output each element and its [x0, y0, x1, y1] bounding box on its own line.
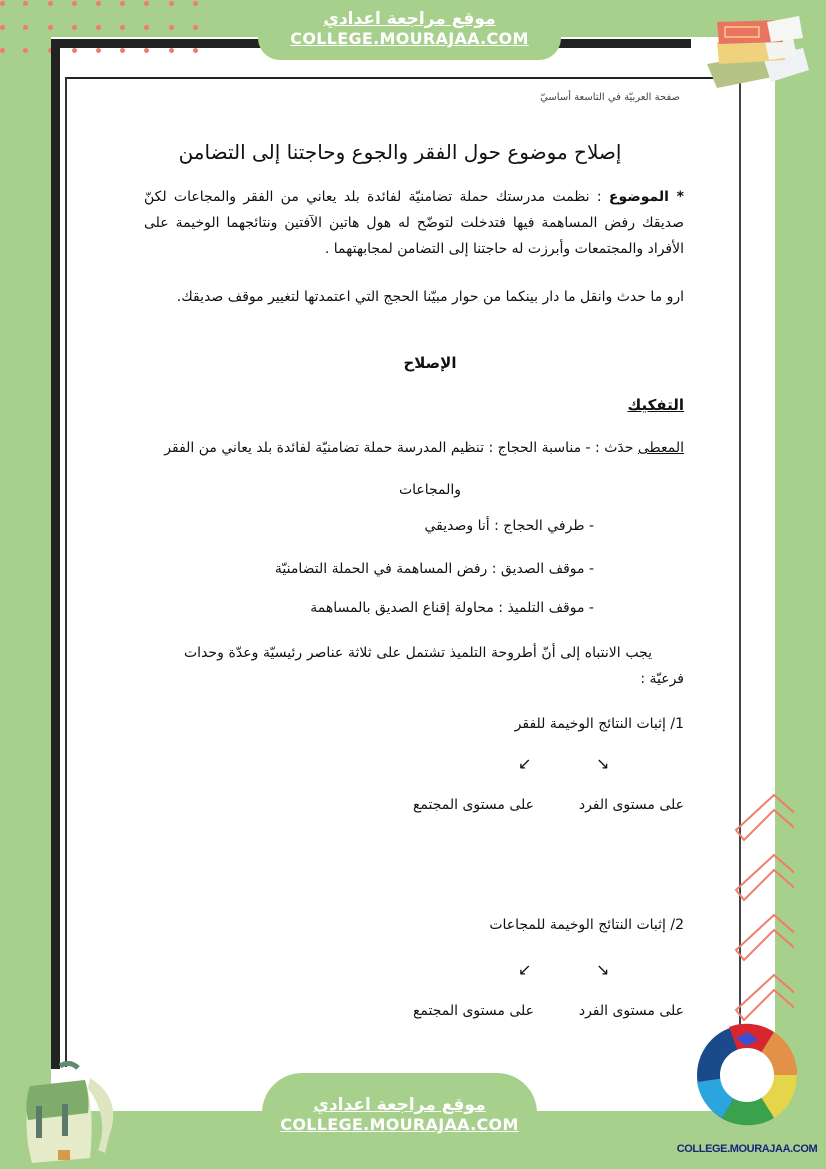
note-paragraph: يجب الانتباه إلى أنّ أطروحة التلميذ تشتمل على ثلاثة عناصر رئيسيّة وعدّة وحدات فرعيّة :	[184, 645, 684, 687]
books-stack-icon	[693, 12, 813, 92]
given-line-continued: والمجاعات	[398, 482, 462, 498]
arrow-down-right-icon: ↘	[596, 960, 610, 979]
item-student-position: - موقف التلميذ : محاولة إقناع الصديق بالمساهمة	[310, 600, 594, 616]
given-label: المعطى	[637, 440, 684, 456]
section-1-level-society: على مستوى المجتمع	[412, 797, 534, 813]
page-frame-left	[51, 39, 60, 1069]
decorative-dots-row	[0, 48, 200, 58]
logo-domain-text: COLLEGE.MOURAJAA.COM	[676, 1143, 818, 1155]
arrow-down-left-icon: ↙	[518, 960, 532, 979]
backpack-icon	[10, 1058, 115, 1168]
correction-heading: الإصلاح	[403, 354, 457, 372]
subject-paragraph	[144, 184, 684, 262]
section-2-level-society: على مستوى المجتمع	[412, 1003, 534, 1019]
running-head: صفحة العربيّة في التاسعة أساسيّ	[540, 92, 680, 103]
subject-text: : نظمت مدرستك حملة تضامنيّة لفائدة بلد يعاني من الفقر والمجاعات لكنّ صديقك رفض المساهمة فيها فتدخلت لتوضّح له هول هاتين الآفتين ونتائجهما الوخيمة على الأفراد والمجتمعات وأبرزت له حاجتنا إلى التضامن لمجابهتهما .	[144, 189, 684, 257]
task-paragraph: ارو ما حدث وانقل ما دار بينكما من حوار مبيّنا الحجج التي اعتمدتها لتغيير موقف صديقك.	[176, 289, 684, 305]
section-1-level-individual: على مستوى الفرد	[578, 797, 684, 813]
document-title: إصلاح موضوع حول الفقر والجوع وحاجتنا إلى التضامن	[178, 140, 622, 164]
subject-label: * الموضوع	[608, 189, 685, 205]
site-domain-link[interactable]: COLLEGE.MOURAJAA.COM	[290, 29, 529, 48]
section-1-heading: 1/ إثبات النتائج الوخيمة للفقر	[514, 716, 684, 732]
footer-site-domain-link[interactable]: COLLEGE.MOURAJAA.COM	[280, 1115, 519, 1134]
chevron-up-decoration-icon	[734, 790, 794, 1040]
site-name: موقع مراجعة اعدادي	[323, 9, 496, 29]
arrow-down-right-icon: ↘	[596, 754, 610, 773]
arrow-down-left-icon: ↙	[518, 754, 532, 773]
given-line	[164, 440, 684, 456]
inner-border-top	[65, 77, 741, 79]
section-2-level-individual: على مستوى الفرد	[578, 1003, 684, 1019]
header-site-tab[interactable]	[258, 0, 561, 60]
item-friend-position: - موقف الصديق : رفض المساهمة في الحملة التضامنيّة	[274, 561, 594, 577]
given-text: حدَث : - مناسبة الحجاج : تنظيم المدرسة حملة تضامنيّة لفائدة بلد يعاني من الفقر	[164, 440, 634, 456]
analysis-heading: التفكيك	[627, 396, 684, 414]
footer-site-tab[interactable]	[262, 1073, 537, 1169]
college-mourajaa-logo-icon	[694, 1022, 800, 1128]
inner-border-left	[65, 77, 67, 1067]
item-parties: - طرفي الحجاج : أنا وصديقي	[424, 518, 594, 534]
section-2-heading: 2/ إثبات النتائج الوخيمة للمجاعات	[489, 917, 684, 933]
footer-site-name: موقع مراجعة اعدادي	[313, 1095, 486, 1115]
